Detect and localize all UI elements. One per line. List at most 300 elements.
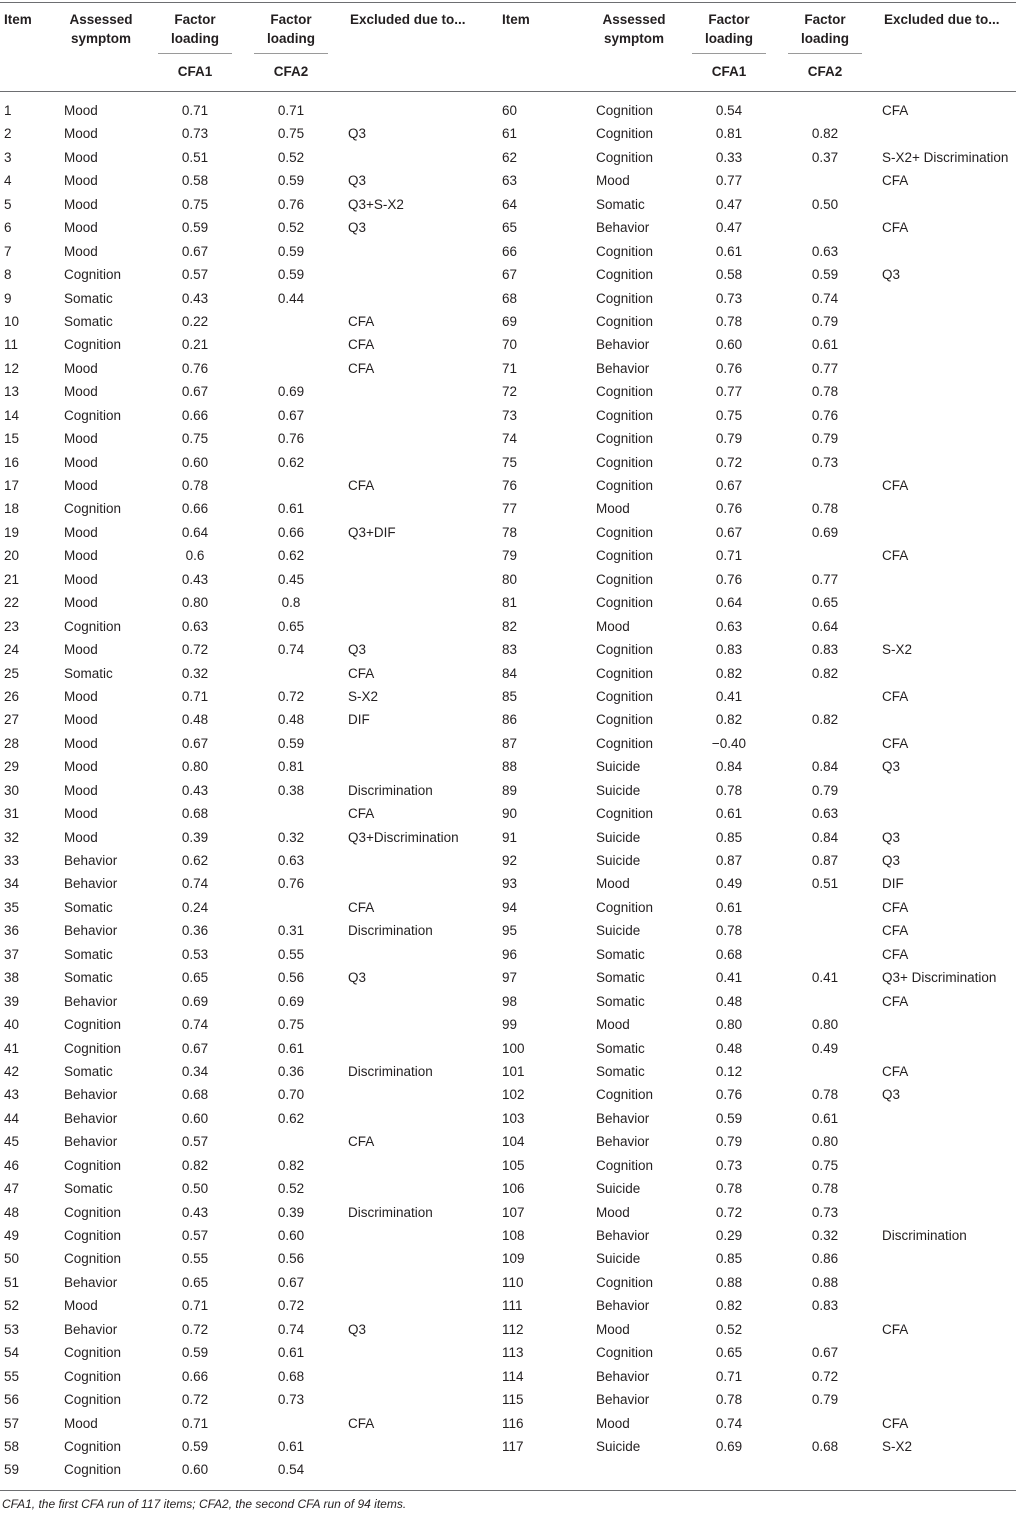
excluded-reason [348, 849, 498, 872]
table-row [0, 779, 498, 802]
cfa2-loading [788, 990, 862, 1013]
cfa2-loading: 0.41 [811, 970, 839, 986]
cfa1-loading: 0.67 [181, 735, 209, 751]
cfa1-loading: 0.41 [715, 970, 743, 986]
excluded-reason [882, 1037, 1016, 1060]
excluded-reason: CFA [348, 899, 375, 915]
header-cfa2-left: CFA2 [273, 64, 309, 79]
cfa2-loading [788, 1318, 862, 1341]
table-row [0, 216, 498, 239]
item-number: 109 [502, 1251, 525, 1267]
cfa1-loading: 0.53 [181, 946, 209, 962]
cfa2-loading: 0.31 [277, 923, 305, 939]
spacer-cell [328, 802, 348, 825]
excluded-reason: CFA [882, 220, 909, 236]
cfa1-loading: 0.71 [181, 103, 209, 118]
item-number: 34 [4, 876, 20, 892]
item-number: 60 [502, 103, 518, 118]
cfa1-loading: 0.72 [181, 1392, 209, 1408]
cfa1-loading: 0.67 [715, 478, 743, 493]
cfa2-loading: 0.82 [811, 712, 839, 728]
excluded-reason: Discrimination [348, 1063, 433, 1079]
assessed-symptom: Suicide [596, 1251, 641, 1267]
cfa1-loading: 0.69 [181, 993, 209, 1009]
cfa2-loading: 0.77 [811, 571, 839, 587]
assessed-symptom: Mood [64, 642, 98, 658]
assessed-symptom: Suicide [596, 782, 641, 798]
spacer-cell [328, 1435, 348, 1458]
spacer-cell [232, 240, 254, 263]
table-row [0, 826, 498, 849]
assessed-symptom: Behavior [64, 1274, 118, 1290]
table-row [498, 169, 1016, 192]
cfa1-loading: 0.83 [715, 642, 743, 658]
spacer-cell [766, 404, 788, 427]
table-row [0, 1388, 498, 1411]
spacer-cell [862, 1107, 882, 1130]
cfa1-loading: 0.59 [181, 1345, 209, 1361]
table-row [498, 240, 1016, 263]
spacer-cell [232, 896, 254, 919]
cfa2-loading: 0.65 [277, 618, 305, 634]
spacer-cell [766, 1154, 788, 1177]
cfa2-loading: 0.59 [277, 173, 305, 189]
excluded-reason: CFA [882, 1321, 909, 1337]
cfa1-loading: 0.32 [181, 665, 209, 681]
item-number: 56 [4, 1392, 20, 1408]
cfa1-loading: 0.72 [181, 642, 209, 658]
table-row [498, 1130, 1016, 1153]
table-row [0, 1341, 498, 1364]
spacer-cell [232, 287, 254, 310]
item-number: 70 [502, 337, 518, 353]
spacer-cell [862, 872, 882, 895]
cfa2-loading: 0.77 [811, 360, 839, 376]
item-number: 99 [502, 1017, 518, 1033]
cfa2-loading: 0.75 [277, 126, 305, 142]
cfa2-loading: 0.48 [277, 712, 305, 728]
header-assessed-line1: Assessed [69, 12, 133, 27]
spacer-cell [766, 732, 788, 755]
spacer-cell [766, 1037, 788, 1060]
cfa2-loading: 0.87 [811, 853, 839, 868]
cfa1-loading: 0.77 [715, 173, 743, 189]
spacer-cell [862, 146, 882, 169]
assessed-symptom: Cognition [64, 618, 122, 634]
table-row [498, 708, 1016, 731]
item-number: 97 [502, 970, 518, 986]
table-row [0, 849, 498, 872]
excluded-reason: CFA [348, 478, 375, 493]
cfa2-loading [254, 310, 328, 333]
table-row [498, 849, 1016, 872]
excluded-reason [882, 1013, 1016, 1036]
excluded-reason [348, 1294, 498, 1317]
assessed-symptom: Behavior [596, 337, 650, 353]
header-factor-line1: Factor [708, 12, 750, 27]
assessed-symptom: Cognition [596, 126, 654, 142]
excluded-reason [348, 1037, 498, 1060]
assessed-symptom: Mood [64, 173, 98, 189]
table-row [0, 1435, 498, 1458]
cfa1-loading: 0.71 [715, 1368, 743, 1384]
assessed-symptom: Cognition [596, 149, 654, 165]
cfa1-loading: 0.87 [715, 853, 743, 868]
table-row [498, 966, 1016, 989]
cfa1-loading: 0.61 [715, 243, 743, 259]
cfa2-loading: 0.59 [277, 243, 305, 259]
cfa2-loading: 0.67 [811, 1345, 839, 1361]
spacer-cell [232, 1247, 254, 1270]
item-number: 55 [4, 1368, 20, 1384]
spacer-cell [862, 943, 882, 966]
table-row [498, 451, 1016, 474]
item-number: 46 [4, 1157, 20, 1173]
assessed-symptom: Behavior [596, 1392, 650, 1408]
assessed-symptom: Behavior [596, 1110, 650, 1126]
excluded-reason: CFA [882, 946, 909, 962]
cfa1-loading: 0.6 [185, 548, 205, 564]
header-item-right: Item [502, 12, 530, 27]
spacer-cell [232, 943, 254, 966]
cfa1-loading: 0.71 [181, 1415, 209, 1431]
table-row [498, 872, 1016, 895]
spacer-cell [862, 1154, 882, 1177]
cfa2-loading [254, 357, 328, 380]
item-number: 28 [4, 735, 20, 751]
cfa2-loading: 0.60 [277, 1228, 305, 1243]
item-number: 114 [502, 1368, 524, 1384]
assessed-symptom: Behavior [596, 1228, 650, 1243]
cfa2-loading: 0.69 [277, 993, 305, 1009]
cfa2-loading: 0.64 [811, 618, 839, 634]
item-number: 35 [4, 899, 20, 915]
spacer-cell [862, 240, 882, 263]
table-row [0, 732, 498, 755]
table-row [0, 591, 498, 614]
assessed-symptom: Somatic [64, 899, 113, 915]
table-footnote: CFA1, the first CFA run of 117 items; CFA2, the second CFA run of 94 items. [2, 1497, 407, 1511]
excluded-reason: CFA [348, 1415, 375, 1431]
table-row [0, 1271, 498, 1294]
assessed-symptom: Somatic [64, 1181, 113, 1197]
spacer-cell [766, 708, 788, 731]
assessed-symptom: Mood [64, 196, 98, 212]
cfa1-loading: 0.43 [181, 1204, 209, 1220]
excluded-reason [882, 404, 1016, 427]
excluded-reason [348, 1435, 498, 1458]
item-number: 25 [4, 665, 20, 681]
assessed-symptom: Mood [596, 173, 630, 189]
cfa1-loading: −0.40 [711, 735, 747, 751]
spacer-cell [862, 1435, 882, 1458]
cfa1-loading: 0.57 [181, 267, 209, 283]
cfa1-loading: 0.22 [181, 313, 209, 329]
item-number: 101 [502, 1063, 525, 1079]
cfa2-loading: 0.61 [277, 501, 305, 517]
header-assessed-right [590, 10, 678, 48]
cfa2-loading [788, 1060, 862, 1083]
cfa2-loading: 0.72 [277, 1298, 305, 1314]
cfa1-loading: 0.29 [715, 1228, 743, 1243]
spacer-cell [232, 826, 254, 849]
excluded-reason [348, 1083, 498, 1106]
item-number: 5 [4, 196, 12, 212]
table-row [0, 310, 498, 333]
cfa1-loading: 0.67 [181, 243, 209, 259]
spacer-cell [862, 638, 882, 661]
excluded-reason [348, 990, 498, 1013]
spacer-cell [328, 638, 348, 661]
item-number: 67 [502, 267, 518, 283]
item-number: 15 [4, 431, 20, 447]
cfa2-loading: 0.75 [277, 1017, 305, 1033]
spacer-cell [766, 1271, 788, 1294]
assessed-symptom: Cognition [596, 290, 654, 306]
excluded-reason [348, 1177, 498, 1200]
item-number: 2 [4, 126, 12, 142]
table-row [498, 1294, 1016, 1317]
cfa1-loading: 0.61 [715, 806, 743, 822]
cfa1-loading: 0.88 [715, 1274, 743, 1290]
cfa2-loading [788, 216, 862, 239]
assessed-symptom: Cognition [596, 595, 654, 611]
spacer-cell [328, 615, 348, 638]
table-row [0, 1294, 498, 1317]
excluded-reason [882, 122, 1016, 145]
cfa1-loading: 0.66 [181, 407, 209, 423]
assessed-symptom: Behavior [596, 1368, 650, 1384]
spacer-cell [766, 1107, 788, 1130]
excluded-reason: CFA [882, 548, 909, 564]
item-number: 104 [502, 1134, 525, 1150]
item-number: 48 [4, 1204, 20, 1220]
cfa1-loading: 0.82 [715, 1298, 743, 1314]
excluded-reason [882, 1201, 1016, 1224]
spacer-cell [232, 1388, 254, 1411]
spacer-cell [232, 1412, 254, 1435]
spacer-cell [232, 544, 254, 567]
header-assessed-line2: symptom [70, 31, 131, 46]
assessed-symptom: Cognition [64, 1204, 122, 1220]
excluded-reason: CFA [348, 337, 375, 353]
excluded-reason [882, 1388, 1016, 1411]
excluded-reason [348, 1107, 498, 1130]
spacer-cell [232, 169, 254, 192]
cfa1-loading: 0.67 [715, 524, 743, 540]
cfa1-loading: 0.43 [181, 290, 209, 306]
excluded-reason [882, 497, 1016, 520]
cfa2-loading: 0.69 [811, 524, 839, 540]
spacer-cell [766, 99, 788, 122]
cfa2-loading: 0.71 [277, 103, 305, 118]
excluded-reason: CFA [882, 173, 909, 189]
spacer-cell [232, 216, 254, 239]
spacer-cell [766, 919, 788, 942]
assessed-symptom: Cognition [596, 407, 654, 423]
table-row [498, 990, 1016, 1013]
spacer-cell [766, 943, 788, 966]
assessed-symptom: Cognition [64, 1462, 122, 1478]
spacer-cell [232, 919, 254, 942]
assessed-symptom: Somatic [64, 290, 113, 306]
cfa2-loading [788, 732, 862, 755]
assessed-symptom: Mood [64, 103, 98, 118]
cfa2-loading: 0.78 [811, 384, 839, 400]
cfa2-loading [254, 896, 328, 919]
assessed-symptom: Mood [596, 1321, 630, 1337]
cfa1-loading: 0.80 [181, 759, 209, 775]
header-factor-cfa2-left [254, 10, 328, 48]
table-row [0, 638, 498, 661]
excluded-reason [348, 1247, 498, 1270]
assessed-symptom: Mood [64, 829, 98, 845]
spacer-cell [328, 544, 348, 567]
cfa2-loading [254, 662, 328, 685]
excluded-reason: DIF [348, 712, 370, 728]
item-number: 102 [502, 1087, 525, 1103]
item-number: 33 [4, 853, 20, 868]
item-number: 98 [502, 993, 518, 1009]
table-row [0, 919, 498, 942]
assessed-symptom: Behavior [596, 1134, 650, 1150]
table-row [498, 943, 1016, 966]
item-number: 82 [502, 618, 518, 634]
assessed-symptom: Somatic [64, 665, 113, 681]
cfa1-loading: 0.76 [715, 360, 743, 376]
item-number: 84 [502, 665, 518, 681]
spacer-cell [766, 1435, 788, 1458]
assessed-symptom: Behavior [64, 923, 118, 939]
assessed-symptom: Mood [64, 243, 98, 259]
header-factor-line2: loading [705, 31, 753, 46]
item-number: 57 [4, 1415, 20, 1431]
excluded-reason [348, 615, 498, 638]
cfa1-loading: 0.67 [181, 1040, 209, 1056]
item-number: 62 [502, 149, 518, 165]
excluded-reason [348, 732, 498, 755]
assessed-symptom: Somatic [596, 1040, 645, 1056]
table-row [0, 122, 498, 145]
excluded-reason [348, 1013, 498, 1036]
cfa2-loading: 0.69 [277, 384, 305, 400]
item-number: 113 [502, 1345, 524, 1361]
spacer-cell [328, 1388, 348, 1411]
spacer-cell [328, 755, 348, 778]
excluded-reason [882, 240, 1016, 263]
item-number: 112 [502, 1321, 524, 1337]
excluded-reason [882, 615, 1016, 638]
spacer-cell [232, 1365, 254, 1388]
excluded-reason [882, 1271, 1016, 1294]
excluded-reason [348, 497, 498, 520]
item-number: 110 [502, 1274, 524, 1290]
excluded-reason: CFA [348, 806, 375, 822]
cfa1-loading: 0.39 [181, 829, 209, 845]
cfa2-loading: 0.37 [811, 149, 839, 165]
spacer-cell [232, 779, 254, 802]
spacer-cell [328, 943, 348, 966]
spacer-cell [862, 1224, 882, 1247]
cfa2-loading [788, 685, 862, 708]
spacer-cell [862, 732, 882, 755]
cfa2-loading: 0.56 [277, 1251, 305, 1267]
cfa1-loading: 0.65 [181, 1274, 209, 1290]
spacer-cell [328, 357, 348, 380]
spacer-cell [862, 521, 882, 544]
assessed-symptom: Somatic [596, 946, 645, 962]
assessed-symptom: Behavior [596, 220, 650, 236]
table-row [0, 1412, 498, 1435]
excluded-reason: S-X2+ Discrimination [882, 149, 1009, 165]
spacer-cell [862, 990, 882, 1013]
spacer-cell [766, 1412, 788, 1435]
assessed-symptom: Cognition [596, 431, 654, 447]
cfa2-loading: 0.76 [811, 407, 839, 423]
cfa1-loading: 0.36 [181, 923, 209, 939]
footer-rule [0, 1490, 1016, 1491]
cfa1-loading: 0.74 [715, 1415, 743, 1431]
cfa1-loading: 0.73 [715, 290, 743, 306]
assessed-symptom: Mood [64, 220, 98, 236]
spacer-cell [328, 427, 348, 450]
spacer-cell [328, 1341, 348, 1364]
spacer-cell [862, 615, 882, 638]
spacer-cell [232, 122, 254, 145]
table-row [0, 287, 498, 310]
table-row [498, 1388, 1016, 1411]
assessed-symptom: Mood [64, 595, 98, 611]
spacer-cell [328, 849, 348, 872]
assessed-symptom: Somatic [64, 970, 113, 986]
cfa1-loading: 0.78 [715, 923, 743, 939]
subrule-cfa1-left [158, 53, 232, 54]
cfa2-loading: 0.59 [811, 267, 839, 283]
item-number: 88 [502, 759, 518, 775]
assessed-symptom: Cognition [596, 548, 654, 564]
table-row [0, 1177, 498, 1200]
header-factor-line1: Factor [804, 12, 846, 27]
table-row [498, 1201, 1016, 1224]
item-number: 29 [4, 759, 20, 775]
excluded-reason [348, 1154, 498, 1177]
item-number: 76 [502, 478, 518, 493]
spacer-cell [232, 1271, 254, 1294]
excluded-reason [882, 333, 1016, 356]
cfa1-loading: 0.74 [181, 876, 209, 892]
spacer-cell [766, 216, 788, 239]
spacer-cell [862, 919, 882, 942]
table-row [498, 755, 1016, 778]
cfa1-loading: 0.21 [181, 337, 209, 353]
table-row [498, 1318, 1016, 1341]
spacer-cell [862, 1013, 882, 1036]
spacer-cell [862, 544, 882, 567]
item-number: 75 [502, 454, 518, 470]
table-row [498, 521, 1016, 544]
spacer-cell [862, 193, 882, 216]
spacer-cell [328, 497, 348, 520]
cfa1-loading: 0.78 [715, 313, 743, 329]
cfa2-loading: 0.32 [277, 829, 305, 845]
table-row [498, 497, 1016, 520]
assessed-symptom: Cognition [596, 524, 654, 540]
item-number: 10 [4, 313, 20, 329]
item-number: 105 [502, 1157, 525, 1173]
cfa2-loading: 0.81 [277, 759, 305, 775]
cfa2-loading: 0.52 [277, 220, 305, 236]
item-number: 27 [4, 712, 20, 728]
